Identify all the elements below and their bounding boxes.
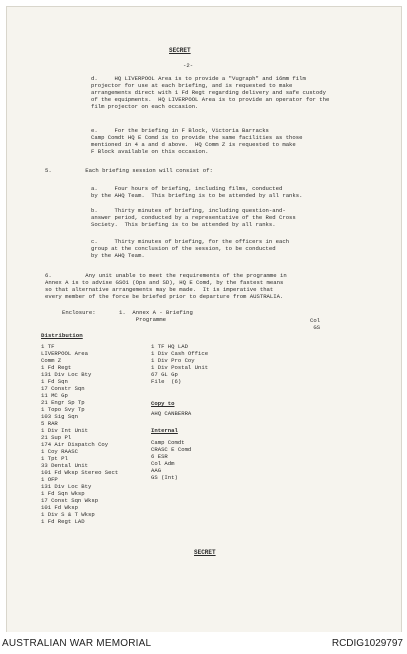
archive-name: AUSTRALIAN WAR MEMORIAL — [2, 638, 152, 649]
distribution-heading: Distribution — [41, 332, 83, 339]
classification-footer: SECRET — [194, 549, 216, 556]
page-number: -2- — [183, 62, 194, 69]
paragraph-6: 6. Any unit unable to meet the requirements of the programme in Annex A is to advise GSO1 (Ops and SD), HQ E Comd, by the fastest means so that alternative arrangements may be made. It is imperative that every member of the force be briefed prior to departure from AUSTRALIA. — [45, 272, 287, 300]
copy-to-heading: Copy to — [151, 400, 175, 407]
archive-footer — [0, 632, 407, 654]
classification-header: SECRET — [169, 47, 191, 54]
copy-to-list: AHQ CANBERRA — [151, 410, 192, 417]
paragraph-5: 5. Each briefing session will consist of: — [45, 167, 213, 174]
signature-block: Col GS — [310, 317, 321, 331]
internal-list: Camp Comdt CRASC E Comd 6 ESR Col Adm AAG GS (Int) — [151, 439, 192, 481]
enclosure-label: Enclosure: — [62, 309, 96, 316]
document-page — [6, 6, 402, 634]
paragraph-5b: b. Thirty minutes of briefing, including question-and- answer period, conducted by a representative of the Red Cross Society. This briefing is to be attended by all ranks. — [91, 207, 296, 228]
record-id: RCDIG1029797 — [331, 638, 403, 649]
paragraph-4e: e. For the briefing in F Block, Victoria Barracks Camp Comdt HQ E Comd is to provide the same facilities as those mentioned in 4 a and d above. HQ Comm Z is requested to make F Block available on this occasion. — [91, 127, 303, 155]
paragraph-4d: d. HQ LIVERPOOL Area is to provide a "Vugraph" and 16mm film projector for use at each briefing, and is requested to make arrangements direct with 1 Fd Regt regarding delivery and safe custody of the equipments. HQ LIVERPOOL Area is to provide an operator for the film projector on each occasion. — [91, 75, 330, 110]
enclosure-item: 1. Annex A - Briefing Programme — [119, 309, 193, 323]
distribution-list: 1 TF LIVERPOOL Area Comm Z 1 Fd Regt 131 Div Loc Bty 1 Fd Sqn 17 Constr Sqn 11 MC Gp 21 Engr Sp Tp 1 Topo Svy Tp 103 Sig Sqn 5 RAR 1 Div Int Unit 21 Sup Pl 174 Air Dispatch Coy 1 Coy RAASC 1 Tpt Pl 33 Dental Unit 101 Fd Wksp Stereo Sect 1 OFP 131 Div Loc Bty 1 Fd Sqn Wksp 17 Const Sqn Wksp 101 Fd Wksp 1 Div S & T Wksp 1 Fd Regt LAD — [41, 343, 119, 525]
internal-heading: Internal — [151, 427, 178, 434]
paragraph-5a: a. Four hours of briefing, including films, conducted by the AHQ Team. This briefing is to be attended by all ranks. — [91, 185, 303, 199]
distribution-list-2: 1 TF HQ LAD 1 Div Cash Office 1 Div Pro Coy 1 Div Postal Unit 67 GL Gp File (6) — [151, 343, 209, 385]
paragraph-5c: c. Thirty minutes of briefing, for the officers in each group at the conclusion of the session, to be conducted by the AHQ Team. — [91, 238, 290, 259]
